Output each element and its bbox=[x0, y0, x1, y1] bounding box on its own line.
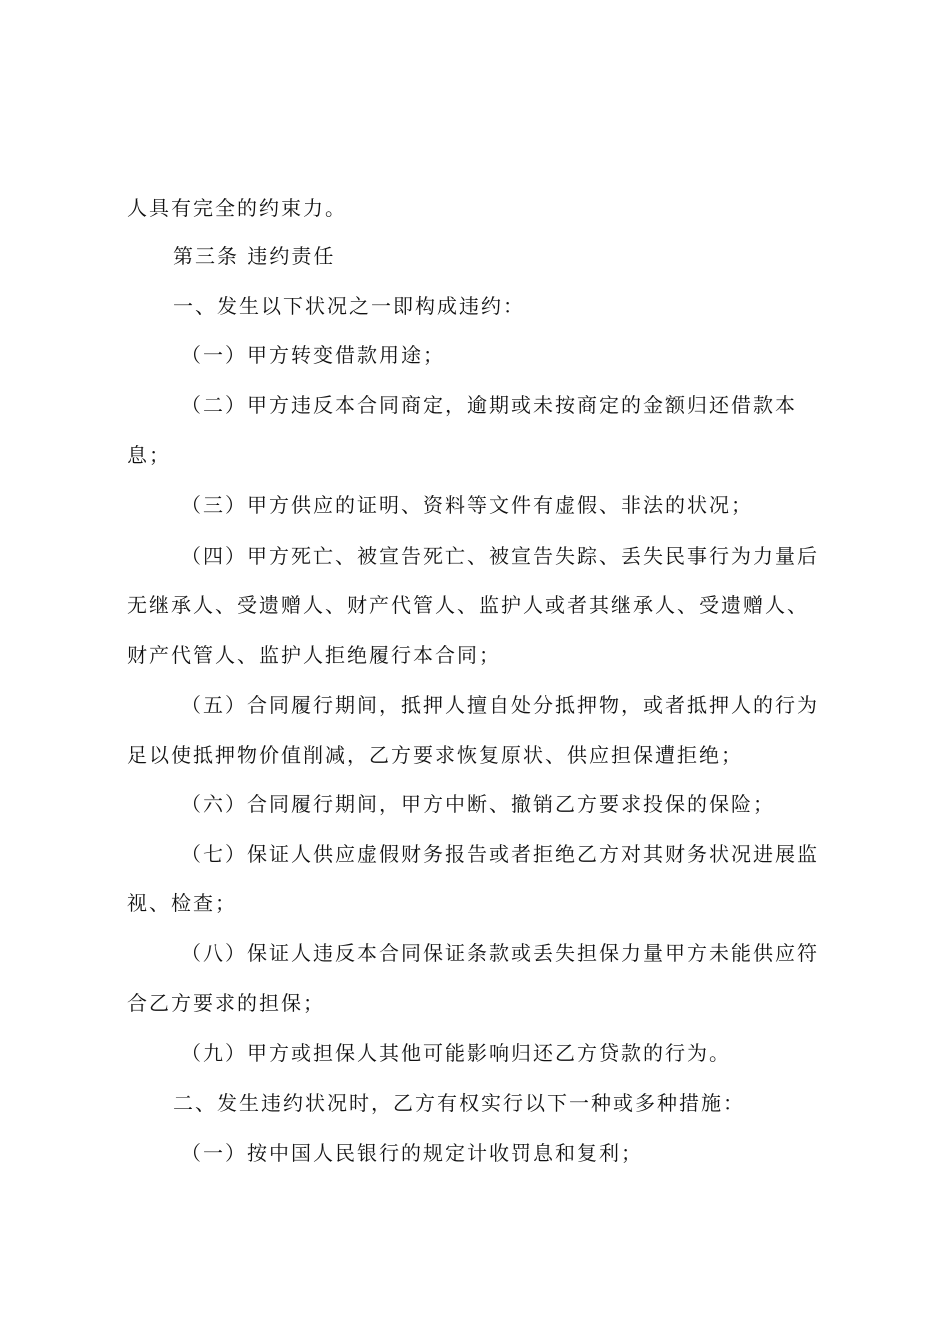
text-line: 财产代管人、监护人拒绝履行本合同； bbox=[127, 643, 501, 667]
list-item: （四）甲方死亡、被宣告死亡、被宣告失踪、丢失民事行为力量后 bbox=[181, 544, 819, 568]
list-item: （二）甲方违反本合同商定，逾期或未按商定的金额归还借款本 bbox=[181, 393, 797, 417]
text-line: 合乙方要求的担保； bbox=[127, 991, 325, 1015]
text-line: 人具有完全的约束力。 bbox=[127, 196, 347, 220]
text-line: 一、发生以下状况之一即构成违约： bbox=[173, 294, 525, 318]
list-item: （一）按中国人民银行的规定计收罚息和复利； bbox=[181, 1141, 643, 1165]
text-line: 无继承人、受遗赠人、财产代管人、监护人或者其继承人、受遗赠人、 bbox=[127, 593, 809, 617]
list-item: （六）合同履行期间，甲方中断、撤销乙方要求投保的保险； bbox=[181, 792, 775, 816]
list-item: （八）保证人违反本合同保证条款或丢失担保力量甲方未能供应符 bbox=[181, 941, 819, 965]
text-line: 息； bbox=[127, 443, 171, 467]
text-line: 足以使抵押物价值削减，乙方要求恢复原状、供应担保遭拒绝； bbox=[127, 743, 743, 767]
list-item: （九）甲方或担保人其他可能影响归还乙方贷款的行为。 bbox=[181, 1041, 731, 1065]
list-item: （七）保证人供应虚假财务报告或者拒绝乙方对其财务状况进展监 bbox=[181, 842, 819, 866]
list-item: （五）合同履行期间，抵押人擅自处分抵押物，或者抵押人的行为 bbox=[181, 693, 819, 717]
list-item: （一）甲方转变借款用途； bbox=[181, 343, 445, 367]
article-heading: 第三条 违约责任 bbox=[173, 244, 336, 268]
text-line: 视、检查； bbox=[127, 891, 237, 915]
text-line: 二、发生违约状况时，乙方有权实行以下一种或多种措施： bbox=[173, 1091, 745, 1115]
list-item: （三）甲方供应的证明、资料等文件有虚假、非法的状况； bbox=[181, 493, 753, 517]
